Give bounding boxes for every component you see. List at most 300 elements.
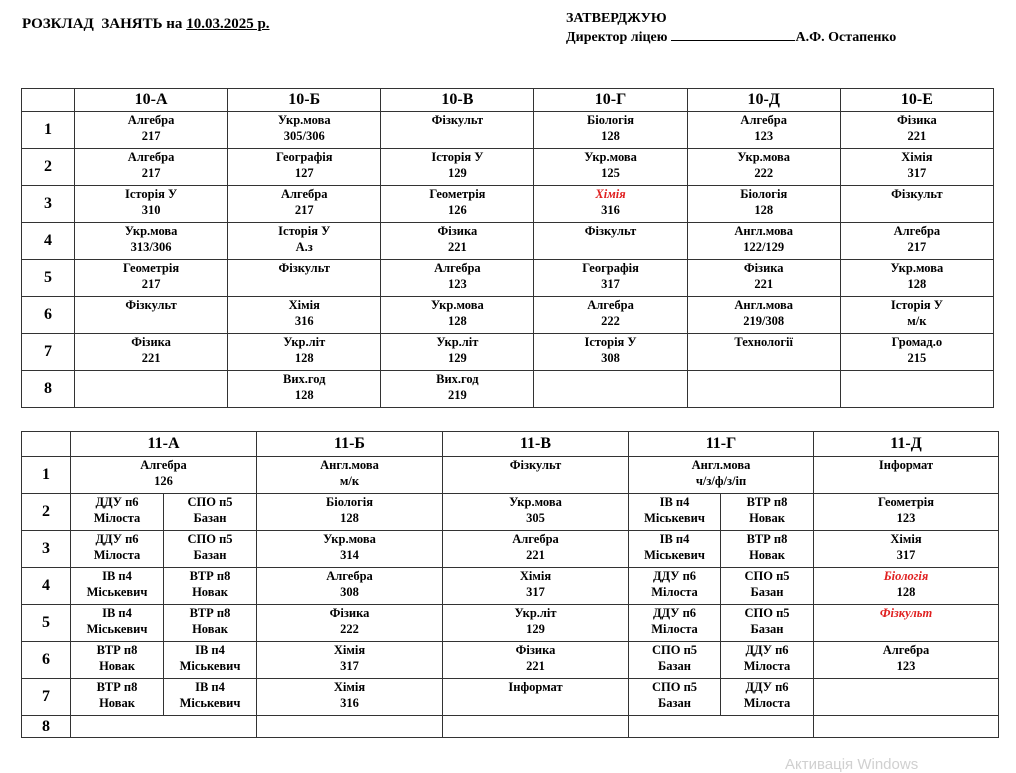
lesson-subject: Укр.літ [283, 335, 326, 349]
lesson-cell [629, 679, 721, 716]
lesson-room: 129 [526, 622, 545, 636]
lesson-subject: Укр.мова [737, 150, 791, 164]
corner-cell [22, 432, 71, 457]
lesson-room: 222 [754, 166, 774, 180]
lesson-row [22, 186, 994, 223]
lesson-cell [75, 186, 228, 223]
lesson-subject: Алгебра [280, 187, 328, 201]
lesson-subject: Укр.мова [431, 298, 484, 312]
lesson-room: 317 [340, 659, 359, 673]
lesson-room: 221 [526, 548, 545, 562]
lesson-cell [721, 531, 814, 568]
lesson-cell [71, 716, 257, 738]
lesson-room: ч/з/ф/з/іп [695, 474, 747, 488]
lesson-cell [443, 568, 629, 605]
lesson-subject: Англ.мова [734, 298, 794, 312]
lesson-room: Мілоста [651, 585, 698, 599]
lesson-cell [721, 568, 814, 605]
lesson-row [22, 334, 994, 371]
lesson-subject: Геометрія [123, 261, 180, 275]
lesson-cell [75, 149, 228, 186]
header-row [22, 89, 994, 112]
lesson-cell [71, 679, 164, 716]
lesson-room: 314 [340, 548, 359, 562]
lesson-cell [257, 679, 443, 716]
lesson-room: 128 [448, 314, 467, 328]
lesson-room: 128 [294, 388, 314, 402]
lesson-room: 308 [601, 351, 620, 365]
lesson-cell [687, 334, 840, 371]
class-header: 10-Е [840, 89, 993, 112]
lesson-cell [629, 568, 721, 605]
lesson-cell [164, 531, 257, 568]
lesson-room: 127 [294, 166, 314, 180]
signature-line [671, 29, 795, 41]
lesson-cell [534, 186, 687, 223]
lesson-room: 128 [907, 277, 927, 291]
lesson-room: 221 [448, 240, 467, 254]
lesson-subject: Фізкульт [891, 187, 943, 201]
lesson-room: 316 [601, 203, 620, 217]
lesson-room: 128 [896, 585, 916, 599]
lesson-subject: Вих.год [282, 372, 326, 386]
lesson-cell [687, 260, 840, 297]
lesson-subject: СПО п5 [187, 532, 233, 546]
lesson-room: 313/306 [130, 240, 172, 254]
lesson-room: 129 [448, 166, 467, 180]
lesson-cell [814, 642, 999, 679]
lesson-number: 8 [22, 716, 71, 738]
lesson-row [22, 112, 994, 149]
lesson-number: 3 [22, 531, 71, 568]
lesson-room: Базан [193, 511, 227, 525]
lesson-room: 221 [754, 277, 774, 291]
lesson-cell [443, 605, 629, 642]
lesson-cell [75, 112, 228, 149]
lesson-number: 7 [22, 334, 75, 371]
corner-cell [22, 89, 75, 112]
lesson-number: 1 [22, 457, 71, 494]
lesson-cell [534, 149, 687, 186]
lesson-subject: Біологія [740, 187, 788, 201]
lesson-cell [75, 260, 228, 297]
lesson-subject: ІВ п4 [195, 680, 225, 694]
lesson-cell [443, 679, 629, 716]
lesson-cell [534, 112, 687, 149]
lesson-subject: Фізика [329, 606, 370, 620]
lesson-row [22, 531, 999, 568]
class-header: 10-Д [687, 89, 840, 112]
lesson-cell [257, 531, 443, 568]
lesson-room: 128 [754, 203, 774, 217]
lesson-cell [443, 531, 629, 568]
lesson-subject: Англ.мова [691, 458, 751, 472]
lesson-subject: Біологія [326, 495, 373, 509]
lesson-room: Мілоста [93, 548, 141, 562]
lesson-subject: СПО п5 [744, 606, 790, 620]
lesson-subject: ДДУ п6 [652, 606, 697, 620]
lesson-room: Міськевич [86, 622, 148, 636]
lesson-cell [381, 186, 534, 223]
lesson-room: 217 [141, 277, 161, 291]
lesson-subject: Алгебра [893, 224, 941, 238]
lesson-cell [721, 679, 814, 716]
lesson-cell [164, 642, 257, 679]
lesson-cell [228, 334, 381, 371]
lesson-subject: Фізика [131, 335, 171, 349]
class-header: 11-Д [814, 432, 999, 457]
lesson-cell [257, 642, 443, 679]
lesson-room: 219/308 [743, 314, 785, 328]
class-header: 10-А [75, 89, 228, 112]
lesson-row [22, 457, 999, 494]
lesson-room: 317 [907, 166, 927, 180]
lesson-subject: Алгебра [127, 113, 175, 127]
lesson-room: 123 [896, 511, 916, 525]
schedule-table-grade-10 [21, 88, 994, 408]
class-header: 11-В [443, 432, 629, 457]
lesson-room: 128 [294, 351, 314, 365]
class-header: 10-Г [534, 89, 687, 112]
lesson-room: Новак [749, 548, 785, 562]
lesson-room: 310 [141, 203, 161, 217]
lesson-subject: СПО п5 [651, 680, 698, 694]
lesson-cell [71, 568, 164, 605]
lesson-room: 317 [896, 548, 916, 562]
director-name: А.Ф. Остапенко [795, 30, 897, 45]
lesson-cell [443, 494, 629, 531]
lesson-subject: ДДУ п6 [745, 643, 789, 657]
lesson-number: 4 [22, 223, 75, 260]
lesson-subject: Фізкульт [431, 113, 484, 127]
lesson-subject: Англ.мова [320, 458, 379, 472]
lesson-subject: Історія У [890, 298, 943, 312]
lesson-cell [75, 297, 228, 334]
lesson-room: 305 [526, 511, 545, 525]
lesson-cell [534, 297, 687, 334]
lesson-cell [71, 531, 164, 568]
lesson-cell [687, 149, 840, 186]
lesson-room: Новак [99, 659, 135, 673]
lesson-cell [71, 494, 164, 531]
lesson-subject: ІВ п4 [195, 643, 225, 657]
lesson-subject: ДДУ п6 [745, 680, 789, 694]
lesson-cell [71, 642, 164, 679]
lesson-subject: ІВ п4 [659, 495, 690, 509]
lesson-subject: Інформат [878, 458, 934, 472]
lesson-room: Базан [750, 585, 784, 599]
lesson-subject: Фізкульт [278, 261, 330, 275]
os-watermark: Активація Windows [785, 756, 919, 773]
lesson-subject: Алгебра [882, 643, 930, 657]
lesson-cell [629, 642, 721, 679]
lesson-cell [381, 149, 534, 186]
lesson-room: Мілоста [743, 696, 791, 710]
lesson-cell [687, 223, 840, 260]
lesson-subject: ДДУ п6 [95, 532, 139, 546]
lesson-cell [814, 531, 999, 568]
lesson-room: 217 [907, 240, 927, 254]
lesson-room: 317 [601, 277, 620, 291]
lesson-cell [534, 371, 687, 408]
lesson-room: м/к [339, 474, 360, 488]
lesson-cell [534, 334, 687, 371]
lesson-number: 7 [22, 679, 71, 716]
lesson-room: 217 [141, 129, 161, 143]
lesson-subject: Фізика [743, 261, 784, 275]
lesson-cell [443, 642, 629, 679]
lesson-subject: Укр.мова [323, 532, 376, 546]
class-header: 10-В [381, 89, 534, 112]
lesson-row [22, 494, 999, 531]
lesson-room: А.з [295, 240, 313, 254]
lesson-cell [629, 531, 721, 568]
lesson-row [22, 642, 999, 679]
lesson-cell [840, 149, 993, 186]
lesson-room: Мілоста [651, 622, 698, 636]
lesson-cell [257, 605, 443, 642]
lesson-cell [687, 186, 840, 223]
schedule-table-grade-11 [21, 431, 999, 738]
lesson-subject: Алгебра [140, 458, 187, 472]
lesson-cell [75, 334, 228, 371]
lesson-room: 308 [340, 585, 359, 599]
lesson-cell [840, 371, 993, 408]
director-label: Директор ліцею [566, 30, 668, 45]
lesson-subject: Біологія [883, 569, 929, 583]
lesson-subject: ДДУ п6 [652, 569, 697, 583]
lesson-cell [257, 568, 443, 605]
lesson-cell [75, 371, 228, 408]
lesson-subject: Хімія [288, 298, 320, 312]
lesson-subject: Біологія [587, 113, 635, 127]
lesson-cell [381, 223, 534, 260]
lesson-room: 129 [448, 351, 467, 365]
lesson-cell [814, 716, 999, 738]
title-prefix: РОЗКЛАД ЗАНЯТЬ на [22, 16, 187, 32]
lesson-subject: Алгебра [740, 113, 787, 127]
lesson-number: 1 [22, 112, 75, 149]
lesson-room: 128 [340, 511, 359, 525]
lesson-subject: ІВ п4 [102, 569, 132, 583]
lesson-cell [840, 112, 993, 149]
lesson-row [22, 223, 994, 260]
lesson-subject: ВТР п8 [189, 569, 231, 583]
lesson-room: 126 [448, 203, 467, 217]
lesson-subject: Географія [275, 150, 333, 164]
lesson-subject: Фізика [437, 224, 478, 238]
class-header: 11-А [71, 432, 257, 457]
lesson-subject: Фізкульт [125, 298, 177, 312]
lesson-number: 2 [22, 494, 71, 531]
lesson-cell [687, 297, 840, 334]
lesson-subject: Геометрія [877, 495, 935, 509]
lesson-cell [228, 112, 381, 149]
lesson-cell [228, 186, 381, 223]
lesson-cell [629, 605, 721, 642]
lesson-cell [164, 605, 257, 642]
lesson-subject: Фізкульт [879, 606, 933, 620]
lesson-room: 222 [601, 314, 620, 328]
lesson-room: 221 [907, 129, 927, 143]
lesson-room: 128 [601, 129, 620, 143]
lesson-room: 123 [896, 659, 916, 673]
lesson-row [22, 679, 999, 716]
lesson-cell [840, 260, 993, 297]
lesson-room: 123 [754, 129, 774, 143]
lesson-subject: ВТР п8 [189, 606, 231, 620]
class-header: 11-Г [629, 432, 814, 457]
lesson-subject: Хімія [901, 150, 933, 164]
lesson-room: 316 [340, 696, 359, 710]
lesson-subject: ВТР п8 [96, 680, 138, 694]
lesson-subject: Історія У [278, 224, 331, 238]
lesson-subject: ІВ п4 [659, 532, 690, 546]
lesson-cell [687, 112, 840, 149]
lesson-room: 221 [526, 659, 545, 673]
lesson-room: 222 [340, 622, 359, 636]
lesson-room: Базан [658, 696, 691, 710]
lesson-subject: ВТР п8 [746, 495, 788, 509]
lesson-cell [164, 568, 257, 605]
lesson-cell [840, 334, 993, 371]
lesson-cell [814, 568, 999, 605]
lesson-cell [228, 149, 381, 186]
lesson-room: Новак [99, 696, 135, 710]
lesson-subject: СПО п5 [744, 569, 790, 583]
lesson-subject: Алгебра [127, 150, 175, 164]
lesson-room: Мілоста [743, 659, 791, 673]
lesson-subject: ІВ п4 [102, 606, 132, 620]
lesson-room: Мілоста [93, 511, 141, 525]
lesson-subject: Укр.літ [436, 335, 479, 349]
class-header: 10-Б [228, 89, 381, 112]
lesson-cell [164, 494, 257, 531]
class-header: 11-Б [257, 432, 443, 457]
lesson-subject: Укр.літ [514, 606, 557, 620]
lesson-room: 123 [448, 277, 467, 291]
schedule-title [22, 16, 270, 33]
lesson-room: 122/129 [743, 240, 785, 254]
lesson-number: 5 [22, 605, 71, 642]
lesson-cell [381, 112, 534, 149]
lesson-number: 5 [22, 260, 75, 297]
lesson-row [22, 371, 994, 408]
lesson-subject: Хімія [595, 187, 626, 201]
lesson-room: Міськевич [179, 659, 241, 673]
lesson-subject: СПО п5 [187, 495, 233, 509]
lesson-room: 125 [601, 166, 620, 180]
lesson-cell [721, 642, 814, 679]
lesson-subject: Вих.год [436, 372, 479, 386]
lesson-cell [71, 605, 164, 642]
lesson-room: Міськевич [644, 548, 705, 562]
lesson-subject: Інформат [508, 680, 563, 694]
lesson-subject: Технології [734, 335, 793, 349]
lesson-cell [381, 260, 534, 297]
lesson-row [22, 605, 999, 642]
lesson-cell [534, 223, 687, 260]
lesson-subject: Хімія [333, 643, 366, 657]
lesson-number: 2 [22, 149, 75, 186]
lesson-cell [814, 494, 999, 531]
lesson-subject: Геометрія [429, 187, 486, 201]
lesson-cell [840, 223, 993, 260]
lesson-subject: ВТР п8 [96, 643, 138, 657]
lesson-cell [228, 297, 381, 334]
lesson-subject: Хімія [519, 569, 552, 583]
lesson-row [22, 149, 994, 186]
lesson-room: 215 [907, 351, 927, 365]
lesson-cell [840, 186, 993, 223]
lesson-cell [381, 371, 534, 408]
lesson-number: 3 [22, 186, 75, 223]
lesson-room: 217 [294, 203, 314, 217]
lesson-cell [721, 605, 814, 642]
lesson-subject: Хімія [333, 680, 366, 694]
lesson-subject: Географія [582, 261, 639, 275]
approve-title: ЗАТВЕРДЖУЮ [566, 11, 667, 26]
lesson-room: Новак [192, 622, 228, 636]
lesson-subject: ДДУ п6 [95, 495, 139, 509]
lesson-subject: Укр.мова [124, 224, 178, 238]
lesson-cell [443, 716, 629, 738]
lesson-subject: Алгебра [326, 569, 373, 583]
lesson-subject: Укр.мова [509, 495, 562, 509]
lesson-subject: Фізика [897, 113, 937, 127]
lesson-cell [687, 371, 840, 408]
lesson-number: 6 [22, 297, 75, 334]
lesson-room: Новак [192, 585, 228, 599]
lesson-room: Міськевич [179, 696, 241, 710]
lesson-cell [381, 297, 534, 334]
lesson-room: Базан [658, 659, 691, 673]
lesson-room: Міськевич [644, 511, 705, 525]
approve-signature-line [566, 28, 896, 47]
lesson-cell [381, 334, 534, 371]
lesson-cell [71, 457, 257, 494]
lesson-cell [629, 457, 814, 494]
lesson-subject: Історія У [431, 150, 484, 164]
lesson-room: 221 [141, 351, 161, 365]
lesson-cell [814, 679, 999, 716]
lesson-room: Базан [750, 622, 784, 636]
lesson-subject: Громад.о [891, 335, 943, 349]
lesson-cell [629, 494, 721, 531]
lesson-subject: Алгебра [512, 532, 559, 546]
approval-block [566, 9, 896, 47]
lesson-subject: ВТР п8 [746, 532, 788, 546]
lesson-room: Міськевич [86, 585, 148, 599]
lesson-subject: Історія У [125, 187, 178, 201]
lesson-number: 6 [22, 642, 71, 679]
lesson-cell [443, 457, 629, 494]
lesson-room: Новак [749, 511, 785, 525]
lesson-room: 305/306 [283, 129, 325, 143]
lesson-cell [75, 223, 228, 260]
lesson-number: 8 [22, 371, 75, 408]
lesson-row [22, 297, 994, 334]
lesson-subject: Укр.мова [584, 150, 637, 164]
lesson-room: 316 [294, 314, 314, 328]
lesson-room: м/к [907, 314, 927, 328]
lesson-cell [257, 457, 443, 494]
lesson-subject: Укр.мова [277, 113, 331, 127]
lesson-subject: Фізкульт [584, 224, 637, 238]
lesson-subject: Історія У [584, 335, 637, 349]
schedule-date: 10.03.2025 р. [186, 16, 270, 32]
lesson-cell [228, 371, 381, 408]
